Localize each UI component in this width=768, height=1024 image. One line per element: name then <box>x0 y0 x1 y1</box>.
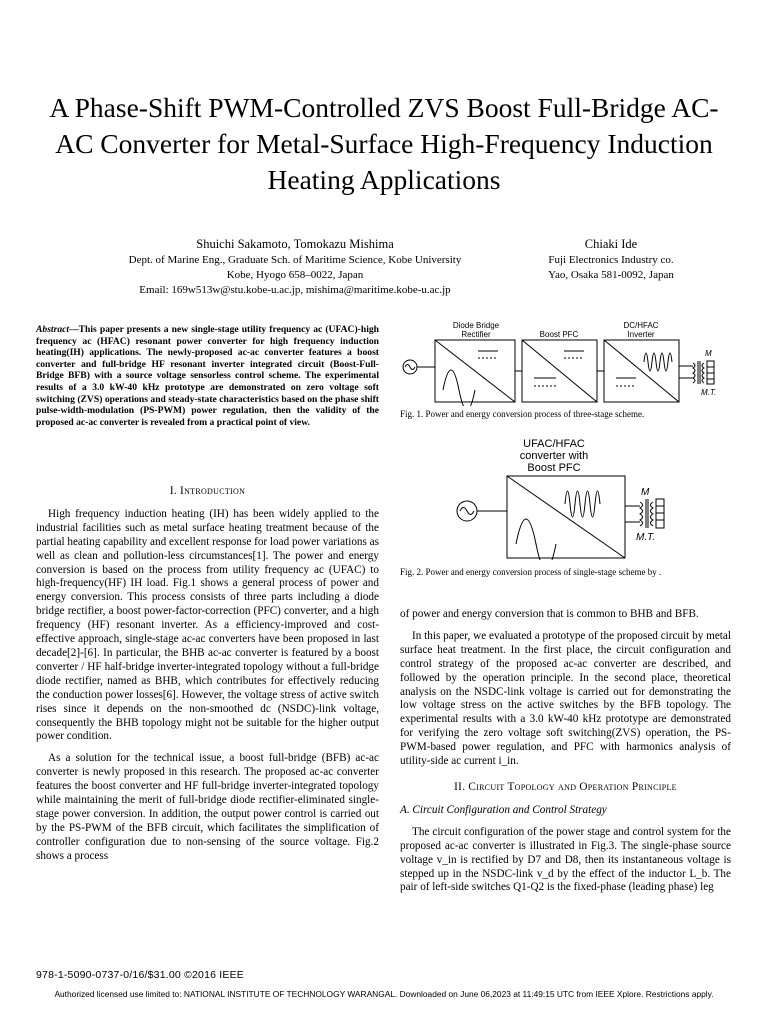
author-block-kobe <box>70 236 520 298</box>
author-affiliation: Fuji Electronics Industry co. <box>548 254 674 266</box>
footer-license: Authorized licensed use limited to: NATIONAL INSTITUTE OF TECHNOLOGY WARANGAL. Downloaded on June 06,2023 at 11:49:15 UTC from IEEE Xplore. Restrictions apply. <box>54 989 714 999</box>
fig2-label-ufac-hfac: UFAC/HFAC <box>523 438 585 450</box>
fig1-label-m: M <box>705 349 712 358</box>
abstract-text: —This paper presents a new single-stage utility frequency ac (UFAC)-high frequency ac (HFAC) resonant power converter for high frequency induction heating(IH) applications. The newly-proposed ac-ac converter features a boost converter and full-bridge HF resonant inverter integrated circuit (Boost-Full-Bridge BFB) with a source voltage sensorless control scheme. The experimental results of a 3.0 kW-40 kHz prototype are demonstrated on zero voltage soft switching (ZVS) operations and steady-state characteristics based on the phase shift pulse-width-modulation (PS-PWM) power regulation, then the validity of the proposed ac-ac converter is revealed from a practical point of view. <box>36 324 379 428</box>
fig1-label-diode-bridge: Diode Bridge <box>452 321 500 330</box>
fig1-label-rectifier: Rectifier <box>461 330 491 339</box>
subsection-heading: A. Circuit Configuration and Control Strategy <box>400 803 607 816</box>
paragraph: As a solution for the technical issue, a boost full-bridge (BFB) ac-ac converter is newly proposed in this research. The proposed ac-ac converter features the boost converter and HF full-bridge inverter-integrated topology while maintaining the merit of full-bridge diode rectifier-eliminated single-stage power conversion. In addition, the output power control is carried out by the PS-PWM of the BFB circuit, which facilitates the simplification of controller configuration due to non-sensing of the source voltage. Fig.2 shows a process <box>36 752 379 862</box>
right-column <box>400 608 731 903</box>
paragraph: The circuit configuration of the power stage and control system for the proposed ac-ac converter is illustrated in Fig.3. The single-phase source voltage v_in is rectified by D7 and D8, then its instantaneous voltage is stepped up in the NSDC-link v_d by the effect of the inductor L_b. The pair of left-side switches Q1-Q2 is the fixed-phase (leading phase) leg <box>400 825 731 894</box>
fig1-label-boost-pfc: Boost PFC <box>539 330 579 339</box>
paragraph: of power and energy conversion that is common to BHB and BFB. <box>400 608 699 620</box>
abstract <box>36 324 379 428</box>
figure-2-block-diagram <box>440 436 700 560</box>
fig1-label-mt: M.T. <box>701 388 717 397</box>
figure-1-caption: Fig. 1. Power and energy conversion process of three-stage scheme. <box>400 409 645 419</box>
fig1-label-inverter: Inverter <box>627 330 655 339</box>
author-address: Yao, Osaka 581-0092, Japan <box>548 269 674 281</box>
paragraph: High frequency induction heating (IH) has been widely applied to the industrial facilities such as metal surface heating treatment because of the partial heating capability and excellent response for load power variations as well as clean and pollution-less circumstances[1]. The power and energy conversion is based on the process from utility frequency ac (UFAC) to high-frequency(HF) IH load. Fig.1 shows a general process of power and energy conversion. This process consists of three parts including a diode bridge rectifier, a boost power-factor-correction (PFC) converter, and a high frequency (HF) resonant inverter. As a efficiency-improved and cost-effective approach, single-stage ac-ac converters have been proposed in last decade[2]-[6]. In particular, the BHB ac-ac converter is featured by a boost converter / HF half-bridge inverter-integrated topology without a full-bridge diode rectifier, named as BHB, which contributes for effectively reducing the conduction power losses[6]. However, the voltage stress of active switch rises since it depends on the non-smoothed dc (NSDC)-link voltage, consequently the BHB topology might not be suitable for the higher output power condition. <box>36 507 379 743</box>
author-names: Chiaki Ide <box>584 237 638 251</box>
left-column <box>36 485 379 872</box>
author-names: Shuichi Sakamoto, Tomokazu Mishima <box>196 237 394 251</box>
author-address: Kobe, Hyogo 658–0022, Japan <box>226 269 364 281</box>
paragraph: In this paper, we evaluated a prototype of the proposed circuit by metal surface heat treatment. In the first place, the circuit configuration and control strategy of the proposed ac-ac converter are described, and followed by the operation principle. In the second place, theoretical analysis on the NSDC-link voltage is carried out for demonstrating the low voltage stress on the active switches by the BFB topology. The experimental results with a 3.0 kW-40 kHz prototype are demonstrated for verifying the zero voltage soft switching(ZVS) operation, the PS-PWM-based power regulation, and PFC with harmonics analysis of utility-side ac current i_in. <box>400 629 731 768</box>
section-heading-introduction: I. Introduction <box>169 485 246 497</box>
fig1-label-dc-hfac: DC/HFAC <box>623 321 659 330</box>
abstract-label: Abstract <box>36 324 70 335</box>
fig2-label-converter-with: converter with <box>519 450 589 462</box>
paper-title: A Phase-Shift PWM-Controlled ZVS Boost Full-Bridge AC-AC Converter for Metal-Surface High-Frequency Induction Heating Applications <box>49 92 719 195</box>
fig2-label-m: M <box>641 487 650 498</box>
section-heading-circuit-topology: II. Circuit Topology and Operation Principle <box>454 780 677 793</box>
author-affiliation: Dept. of Marine Eng., Graduate Sch. of Maritime Science, Kobe University <box>128 254 462 266</box>
footer-isbn: 978-1-5090-0737-0/16/$31.00 ©2016 IEEE <box>36 969 244 981</box>
figure-1-block-diagram <box>398 316 733 406</box>
fig2-label-mt: M.T. <box>636 532 656 543</box>
figure-2-caption: Fig. 2. Power and energy conversion process of single-stage scheme by . <box>400 567 662 577</box>
author-block-fuji <box>522 236 700 283</box>
fig2-label-boost-pfc: Boost PFC <box>527 462 581 474</box>
author-email: Email: 169w513w@stu.kobe-u.ac.jp, mishima@maritime.kobe-u.ac.jp <box>139 284 451 296</box>
